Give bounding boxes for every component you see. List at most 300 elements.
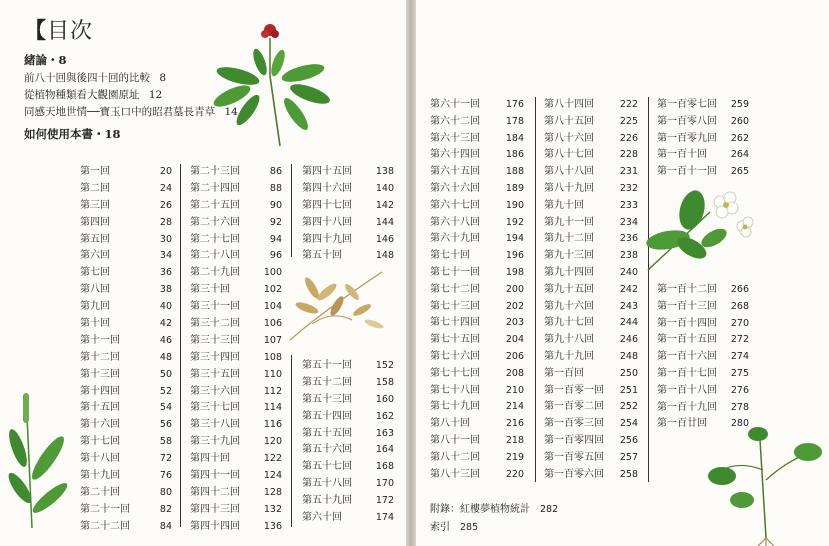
- chapter-page: 164: [375, 444, 394, 456]
- column-divider: [648, 97, 649, 482]
- chapter-title: 第三十八回: [190, 419, 240, 431]
- toc-entry[interactable]: [302, 392, 394, 409]
- chapter-page: 186: [505, 149, 524, 161]
- toc-entry[interactable]: [190, 417, 282, 434]
- toc-entry[interactable]: [302, 358, 394, 375]
- chapter-page: 152: [375, 360, 394, 371]
- chapter-page: 58: [159, 436, 172, 448]
- chapter-page: 192: [505, 216, 524, 228]
- toc-entry[interactable]: [430, 231, 524, 248]
- intro-item[interactable]: [24, 104, 238, 119]
- chapter-title: 第五十五回: [302, 427, 352, 439]
- page-title: [24, 14, 93, 45]
- chapter-page: 216: [505, 418, 524, 430]
- chapter-title: 第四十九回: [302, 233, 352, 245]
- toc-entry[interactable]: [80, 198, 172, 215]
- toc-entry[interactable]: [657, 147, 749, 164]
- toc-entry[interactable]: [190, 485, 282, 502]
- chapter-page: 242: [619, 283, 638, 295]
- chapter-title: 第一百回: [544, 367, 584, 379]
- chapter-title: 第五十九回: [302, 495, 352, 507]
- chapter-title: 第八十一回: [430, 434, 480, 446]
- toc-entry[interactable]: [80, 400, 172, 417]
- chapter-column: [302, 358, 394, 527]
- chapter-column: [657, 282, 749, 433]
- toc-entry[interactable]: [430, 383, 524, 400]
- chapter-column: [657, 97, 749, 181]
- toc-entry[interactable]: [657, 164, 749, 181]
- toc-entry[interactable]: [190, 316, 282, 333]
- chapter-page: 189: [505, 182, 524, 194]
- chapter-page: 220: [505, 468, 524, 480]
- toc-entry[interactable]: [544, 215, 638, 232]
- toc-entry[interactable]: [544, 416, 638, 433]
- chapter-page: 251: [619, 384, 638, 396]
- chapter-title: 第一百十五回: [657, 334, 717, 346]
- toc-entry[interactable]: [80, 333, 172, 350]
- chapter-title: 第六十八回: [430, 216, 480, 228]
- chapter-title: 第三十三回: [190, 334, 240, 346]
- chapter-page: 204: [505, 334, 524, 346]
- toc-entry[interactable]: [80, 299, 172, 316]
- chapter-page: 206: [505, 350, 524, 362]
- toc-entry[interactable]: [657, 282, 749, 299]
- chapter-page: 200: [505, 283, 524, 295]
- chapter-title: 第五十一回: [302, 360, 352, 371]
- chapter-page: 259: [730, 99, 749, 110]
- intro-item-label: 同感天地世情──寶玉口中的昭君墓長青草: [24, 106, 216, 118]
- chapter-title: 第一百零三回: [544, 418, 604, 430]
- chapter-title: 第二十四回: [190, 182, 240, 194]
- toc-entry[interactable]: [544, 332, 638, 349]
- toc-entry[interactable]: [657, 299, 749, 316]
- toc-entry[interactable]: [430, 131, 524, 148]
- ginseng-plant-illustration: [208, 18, 338, 148]
- left-page: [0, 0, 406, 546]
- toc-entry[interactable]: [544, 131, 638, 148]
- toc-entry[interactable]: [80, 181, 172, 198]
- chapter-title: 第二十九回: [190, 267, 240, 279]
- title-bracket: 【: [24, 18, 48, 44]
- chapter-title: 第九十七回: [544, 317, 594, 329]
- chapter-title: 第十三回: [80, 368, 120, 380]
- chapter-title: 第九十五回: [544, 283, 594, 295]
- toc-entry[interactable]: [80, 451, 172, 468]
- toc-entry[interactable]: [190, 400, 282, 417]
- toc-entry[interactable]: [657, 114, 749, 131]
- chapter-page: 238: [619, 250, 638, 262]
- toc-entry[interactable]: [302, 215, 394, 232]
- chapter-title: 第四十四回: [190, 520, 240, 532]
- right-page: [416, 0, 829, 546]
- toc-entry[interactable]: [302, 442, 394, 459]
- toc-entry[interactable]: [430, 450, 524, 467]
- title-text: 目次: [47, 19, 94, 44]
- chapter-page: 124: [263, 470, 282, 482]
- toc-entry[interactable]: [302, 459, 394, 476]
- toc-entry[interactable]: [544, 248, 638, 265]
- chapter-page: 122: [263, 453, 282, 465]
- toc-entry[interactable]: [430, 349, 524, 366]
- chapter-page: 162: [375, 410, 394, 422]
- chapter-page: 231: [619, 166, 638, 178]
- toc-entry[interactable]: [544, 97, 638, 114]
- toc-entry[interactable]: [544, 399, 638, 416]
- intro-item-label: 從植物種類看大觀園原址: [24, 89, 140, 101]
- chapter-title: 第一百十一回: [657, 166, 717, 178]
- toc-entry[interactable]: [544, 366, 638, 383]
- chapter-page: 102: [263, 284, 282, 296]
- toc-entry[interactable]: [544, 181, 638, 198]
- toc-entry[interactable]: [80, 502, 172, 519]
- toc-entry[interactable]: [80, 434, 172, 451]
- toc-entry[interactable]: [80, 282, 172, 299]
- toc-entry[interactable]: [544, 433, 638, 450]
- toc-entry[interactable]: [430, 164, 524, 181]
- chapter-page: 250: [619, 367, 638, 379]
- chapter-title: 第五十回: [302, 250, 342, 262]
- toc-entry[interactable]: [190, 181, 282, 198]
- chapter-page: 232: [619, 182, 638, 194]
- chapter-column: [190, 164, 282, 536]
- chapter-title: 第五十二回: [302, 376, 352, 388]
- index-page: 285: [460, 522, 479, 533]
- toc-entry[interactable]: [430, 282, 524, 299]
- chapter-page: 148: [375, 250, 394, 262]
- chapter-page: 176: [505, 99, 524, 110]
- chapter-title: 第三十回: [190, 284, 230, 296]
- toc-entry[interactable]: [430, 114, 524, 131]
- chapter-title: 第二十回: [80, 486, 120, 498]
- toc-entry[interactable]: [80, 519, 172, 536]
- toc-entry[interactable]: [430, 416, 524, 433]
- chapter-title: 第三十六回: [190, 385, 240, 397]
- chapter-title: 第六回: [80, 250, 110, 262]
- chapter-title: 第七十三回: [430, 300, 480, 312]
- toc-entry[interactable]: [302, 426, 394, 443]
- toc-entry[interactable]: [430, 198, 524, 215]
- chapter-page: 202: [505, 300, 524, 312]
- toc-entry[interactable]: [430, 366, 524, 383]
- toc-entry[interactable]: [80, 367, 172, 384]
- toc-entry[interactable]: [657, 131, 749, 148]
- toc-entry[interactable]: [657, 316, 749, 333]
- toc-entry[interactable]: [430, 181, 524, 198]
- toc-entry[interactable]: [302, 375, 394, 392]
- chapter-page: 214: [505, 401, 524, 413]
- toc-entry[interactable]: [544, 299, 638, 316]
- chapter-title: 第五十七回: [302, 461, 352, 473]
- chapter-page: 222: [619, 99, 638, 110]
- chapter-title: 第十二回: [80, 351, 120, 363]
- chapter-title: 第七回: [80, 267, 110, 279]
- toc-entry[interactable]: [544, 315, 638, 332]
- chapter-page: 90: [269, 199, 282, 211]
- chapter-page: 20: [159, 166, 172, 177]
- chapter-page: 254: [619, 418, 638, 430]
- toc-entry[interactable]: [80, 485, 172, 502]
- toc-entry[interactable]: [80, 468, 172, 485]
- toc-entry[interactable]: [80, 265, 172, 282]
- chapter-title: 第四十回: [190, 453, 230, 465]
- chapter-page: 106: [263, 318, 282, 330]
- toc-entry[interactable]: [302, 510, 394, 527]
- chapter-title: 第三十二回: [190, 318, 240, 330]
- chapter-title: 第四十七回: [302, 199, 352, 211]
- toc-entry[interactable]: [302, 181, 394, 198]
- chapter-page: 140: [375, 182, 394, 194]
- toc-entry[interactable]: [190, 282, 282, 299]
- chapter-page: 218: [505, 434, 524, 446]
- toc-entry[interactable]: [544, 467, 638, 484]
- chapter-page: 265: [730, 166, 749, 178]
- chapter-title: 第四十二回: [190, 486, 240, 498]
- chapter-page: 240: [619, 266, 638, 278]
- chapter-page: 46: [159, 334, 172, 346]
- chapter-page: 30: [159, 233, 172, 245]
- chapter-page: 142: [375, 199, 394, 211]
- toc-entry[interactable]: [544, 198, 638, 215]
- chapter-page: 233: [619, 199, 638, 211]
- chapter-page: 268: [730, 300, 749, 312]
- chapter-title: 第五回: [80, 233, 110, 245]
- toc-entry[interactable]: [190, 333, 282, 350]
- chapter-title: 第八十三回: [430, 468, 480, 480]
- chapter-title: 第七十二回: [430, 283, 480, 295]
- toc-entry[interactable]: [190, 215, 282, 232]
- chapter-title: 第五十六回: [302, 444, 352, 456]
- chapter-page: 246: [619, 334, 638, 346]
- toc-entry[interactable]: [190, 468, 282, 485]
- chapter-page: 48: [159, 351, 172, 363]
- chapter-page: 80: [159, 486, 172, 498]
- toc-entry[interactable]: [430, 248, 524, 265]
- intro-item[interactable]: [24, 70, 166, 85]
- toc-entry[interactable]: [190, 384, 282, 401]
- toc-entry[interactable]: [80, 316, 172, 333]
- chapter-page: 38: [159, 284, 172, 296]
- chapter-page: 158: [375, 376, 394, 388]
- toc-entry[interactable]: [190, 265, 282, 282]
- toc-entry[interactable]: [430, 215, 524, 232]
- chapter-page: 264: [730, 149, 749, 161]
- chapter-title: 第七十四回: [430, 317, 480, 329]
- toc-entry[interactable]: [430, 399, 524, 416]
- toc-entry[interactable]: [657, 366, 749, 383]
- appendix-entry[interactable]: [430, 500, 558, 515]
- chapter-page: 28: [159, 216, 172, 228]
- toc-entry[interactable]: [430, 299, 524, 316]
- chapter-title: 第一百十二回: [657, 284, 717, 295]
- appendix-page: 282: [540, 504, 559, 515]
- chapter-title: 第七十七回: [430, 367, 480, 379]
- chapter-title: 第三十七回: [190, 402, 240, 414]
- chapter-title: 第一百十七回: [657, 367, 717, 379]
- toc-entry[interactable]: [190, 367, 282, 384]
- chapter-title: 第三回: [80, 199, 110, 211]
- chapter-title: 第八十四回: [544, 99, 594, 110]
- toc-entry[interactable]: [302, 198, 394, 215]
- chapter-page: 210: [505, 384, 524, 396]
- chapter-page: 172: [375, 495, 394, 507]
- toc-entry[interactable]: [190, 164, 282, 181]
- toc-entry[interactable]: [80, 215, 172, 232]
- root-plant-illustration: [708, 420, 826, 546]
- chapter-page: 280: [730, 418, 749, 430]
- chapter-page: 146: [375, 233, 394, 245]
- chapter-page: 36: [159, 267, 172, 279]
- chapter-title: 第八十回: [430, 418, 470, 430]
- toc-entry[interactable]: [657, 383, 749, 400]
- chapter-title: 第一回: [80, 166, 110, 177]
- toc-entry[interactable]: [190, 350, 282, 367]
- chapter-page: 266: [730, 284, 749, 295]
- chapter-page: 270: [730, 317, 749, 329]
- chapter-title: 第二回: [80, 182, 110, 194]
- chapter-title: 第九十一回: [544, 216, 594, 228]
- toc-entry[interactable]: [80, 417, 172, 434]
- chapter-title: 第二十一回: [80, 503, 130, 515]
- toc-entry[interactable]: [302, 409, 394, 426]
- chapter-title: 第七十五回: [430, 334, 480, 346]
- toc-entry[interactable]: [190, 232, 282, 249]
- chapter-title: 第十一回: [80, 334, 120, 346]
- toc-entry[interactable]: [80, 164, 172, 181]
- chapter-page: 88: [269, 182, 282, 194]
- chapter-column: [430, 97, 524, 483]
- chapter-title: 第九十三回: [544, 250, 594, 262]
- toc-entry[interactable]: [544, 383, 638, 400]
- chapter-title: 第十五回: [80, 402, 120, 414]
- chapter-title: 第三十四回: [190, 351, 240, 363]
- chapter-title: 第六十七回: [430, 199, 480, 211]
- column-divider: [535, 97, 536, 482]
- chapter-page: 24: [159, 182, 172, 194]
- chapter-page: 260: [730, 115, 749, 127]
- toc-entry[interactable]: [430, 332, 524, 349]
- chapter-title: 第二十七回: [190, 233, 240, 245]
- chapter-title: 第一百零八回: [657, 115, 717, 127]
- toc-entry[interactable]: [544, 114, 638, 131]
- chapter-page: 198: [505, 266, 524, 278]
- chapter-title: 第八十九回: [544, 182, 594, 194]
- toc-entry[interactable]: [430, 315, 524, 332]
- chapter-page: 258: [619, 468, 638, 480]
- chapter-page: 188: [505, 166, 524, 178]
- dried-plant-illustration: [282, 262, 392, 354]
- chapter-page: 136: [263, 520, 282, 532]
- intro-heading[interactable]: 緒論・8: [24, 53, 67, 67]
- chapter-page: 72: [159, 453, 172, 465]
- toc-entry[interactable]: [190, 502, 282, 519]
- chapter-title: 第九十六回: [544, 300, 594, 312]
- chapter-page: 76: [159, 470, 172, 482]
- toc-entry[interactable]: [302, 164, 394, 181]
- toc-entry[interactable]: [657, 349, 749, 366]
- chapter-page: 163: [375, 427, 394, 439]
- intro-item[interactable]: [24, 87, 162, 102]
- toc-entry[interactable]: [302, 493, 394, 510]
- chapter-page: 219: [505, 451, 524, 463]
- toc-entry[interactable]: [190, 248, 282, 265]
- toc-entry[interactable]: [657, 97, 749, 114]
- chapter-title: 第七十八回: [430, 384, 480, 396]
- toc-entry[interactable]: [302, 232, 394, 249]
- toc-entry[interactable]: [544, 147, 638, 164]
- toc-entry[interactable]: [544, 282, 638, 299]
- toc-entry[interactable]: [80, 384, 172, 401]
- chapter-page: 196: [505, 250, 524, 262]
- toc-entry[interactable]: [80, 248, 172, 265]
- chapter-page: 52: [159, 385, 172, 397]
- chapter-page: 144: [375, 216, 394, 228]
- toc-entry[interactable]: [544, 265, 638, 282]
- toc-entry[interactable]: [190, 198, 282, 215]
- toc-entry[interactable]: [190, 519, 282, 536]
- chapter-title: 第一百十回: [657, 149, 707, 161]
- chapter-title: 第二十三回: [190, 166, 240, 177]
- column-divider: [291, 164, 292, 257]
- chapter-page: 116: [263, 419, 282, 431]
- toc-entry[interactable]: [190, 299, 282, 316]
- index-entry[interactable]: [430, 518, 478, 533]
- toc-entry[interactable]: [544, 164, 638, 181]
- toc-entry[interactable]: [544, 450, 638, 467]
- chapter-title: 第六十九回: [430, 233, 480, 245]
- chapter-title: 第八十五回: [544, 115, 594, 127]
- chapter-title: 第三十五回: [190, 368, 240, 380]
- chapter-page: 84: [159, 520, 172, 532]
- chapter-title: 第三十九回: [190, 436, 240, 448]
- chapter-page: 208: [505, 367, 524, 379]
- chapter-page: 257: [619, 451, 638, 463]
- toc-entry[interactable]: [430, 265, 524, 282]
- toc-entry[interactable]: [657, 400, 749, 417]
- chapter-page: 132: [263, 503, 282, 515]
- chapter-title: 第一百零一回: [544, 384, 604, 396]
- usage-heading[interactable]: 如何使用本書・18: [24, 127, 121, 141]
- toc-entry[interactable]: [80, 350, 172, 367]
- chapter-page: 228: [619, 149, 638, 161]
- chapter-title: 第四十六回: [302, 182, 352, 194]
- toc-entry[interactable]: [544, 231, 638, 248]
- chapter-title: 第七十六回: [430, 350, 480, 362]
- chapter-page: 244: [619, 317, 638, 329]
- chapter-title: 第一百零九回: [657, 132, 717, 144]
- toc-entry[interactable]: [430, 433, 524, 450]
- chapter-title: 第四十三回: [190, 503, 240, 515]
- chapter-title: 第一百十八回: [657, 384, 717, 396]
- toc-entry[interactable]: [430, 467, 524, 484]
- toc-entry[interactable]: [190, 434, 282, 451]
- toc-entry[interactable]: [430, 147, 524, 164]
- chapter-page: 114: [263, 402, 282, 414]
- chapter-title: 第九十回: [544, 199, 584, 211]
- chapter-page: 170: [375, 478, 394, 490]
- chapter-page: 178: [505, 115, 524, 127]
- chapter-page: 203: [505, 317, 524, 329]
- chapter-title: 第四十八回: [302, 216, 352, 228]
- toc-entry[interactable]: [190, 451, 282, 468]
- toc-entry[interactable]: [544, 349, 638, 366]
- chapter-title: 第一百十九回: [657, 401, 717, 413]
- toc-entry[interactable]: [302, 476, 394, 493]
- toc-entry[interactable]: [430, 97, 524, 114]
- toc-entry[interactable]: [80, 232, 172, 249]
- chapter-title: 第六十二回: [430, 115, 480, 127]
- chapter-page: 112: [263, 385, 282, 397]
- toc-entry[interactable]: [657, 332, 749, 349]
